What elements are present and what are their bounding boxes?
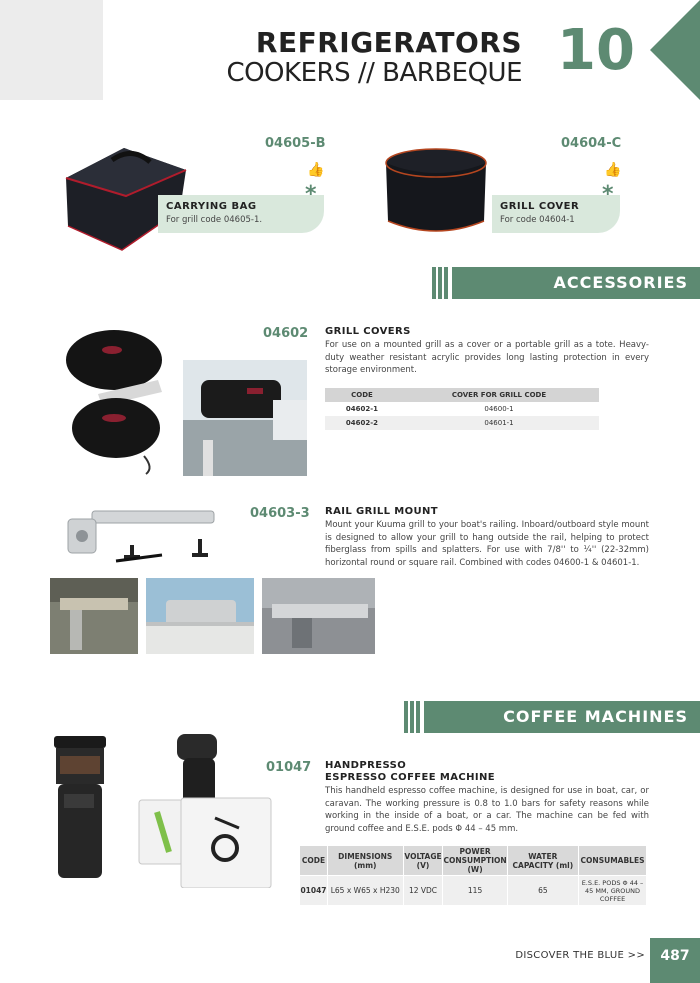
section-stripes	[432, 267, 450, 299]
table-header: DIMENSIONS (mm)	[327, 846, 403, 876]
thumbs-up-icon: 👍	[604, 162, 622, 178]
table-cell: 65	[507, 876, 578, 906]
table-cell: 04600-1	[484, 405, 514, 413]
table-header: CODE	[325, 388, 399, 402]
product-code-04602: 04602	[263, 326, 309, 341]
product-desc-grill-covers: For use on a mounted grill as a cover or a portable grill as a tote. Heavy-duty weather resistant acrylic provides long lasting protection in every storage environment.	[325, 340, 649, 375]
product-code-01047: 01047	[266, 760, 312, 775]
table-cell: 115	[443, 876, 507, 906]
product-title-rail-mount: RAIL GRILL MOUNT	[325, 506, 439, 517]
table-header: WATER CAPACITY (ml)	[507, 846, 578, 876]
grill-covers-image	[58, 318, 170, 476]
table-cell: 04602-2	[325, 416, 399, 430]
product-desc-rail-mount: Mount your Kuuma grill to your boat's railing. Inboard/outboard style mount is designed to allow your grill to hang outside the rail, helping to protect fiberglass from spills and splatters. For use with 7/8'' to ¼'' (22-32mm) horizontal round or square rail. Combined with codes 04600-1 & 04601-1.	[325, 520, 649, 568]
table-header: COVER FOR GRILL CODE	[399, 388, 599, 402]
page-title: REFRIGERATORS	[255, 26, 522, 59]
product-code-04604-c: 04604-C	[561, 136, 622, 151]
handpresso-kit-image	[135, 728, 275, 888]
handpresso-machine-image	[48, 730, 118, 885]
product-title-grill-covers: GRILL COVERS	[325, 326, 411, 337]
chapter-number: 10	[557, 18, 635, 83]
grill-on-boat-photo	[183, 360, 307, 476]
thumbs-up-icon: 👍	[307, 162, 325, 178]
carrying-bag-tag	[158, 195, 324, 233]
product-code-04603-3: 04603-3	[250, 506, 310, 521]
table-header: CONSUMABLES	[579, 846, 647, 876]
product-name: CARRYING BAG	[166, 201, 257, 212]
rail-mount-photo-1	[50, 578, 138, 654]
table-row	[300, 876, 647, 906]
table-cell: 04602-1	[345, 405, 379, 413]
table-header: POWER CONSUMPTION (W)	[443, 847, 507, 874]
table-cell: L65 x W65 x H230	[327, 876, 403, 906]
rail-photo-art-2	[146, 578, 254, 654]
rail-photo-art-1	[50, 578, 138, 654]
boat-photo-art	[183, 360, 307, 476]
rail-mount-photo-3	[262, 578, 375, 654]
product-name: GRILL COVER	[500, 201, 580, 212]
product-code-04605-b: 04605-B	[265, 136, 326, 151]
table-cell: 01047	[300, 876, 328, 906]
table-header: VOLTAGE (V)	[403, 846, 443, 876]
section-title-coffee-machines: COFFEE MACHINES	[424, 701, 700, 733]
footer-tagline: DISCOVER THE BLUE >>	[515, 950, 645, 961]
product-desc-handpresso: This handheld espresso coffee machine, is designed for use in boat, car, or caravan. The working pressure is 0.8 to 1.0 bars for safety reasons while working in the inside of a boat, or a car. The machine can be fed with ground coffee and E.S.E. pods Φ 44 – 45 mm.	[325, 786, 649, 834]
page-number: 487	[650, 938, 700, 983]
rail-mount-photo-2	[146, 578, 254, 654]
chapter-arrow-icon	[650, 0, 700, 100]
grill-covers-table	[325, 388, 599, 430]
product-title-handpresso: HANDPRESSO	[325, 760, 407, 771]
grill-cover-tag	[492, 195, 620, 233]
product-subtitle-espresso: ESPRESSO COFFEE MACHINE	[325, 772, 495, 783]
handpresso-specs-table	[299, 845, 647, 906]
section-title-accessories: ACCESSORIES	[452, 267, 700, 299]
table-cell: 12 VDC	[403, 876, 443, 906]
product-desc: For grill code 04605-1.	[166, 215, 263, 225]
table-header: CODE	[300, 846, 328, 876]
header-corner-block	[0, 0, 103, 100]
table-row	[325, 402, 599, 416]
table-cell: E.S.E. PODS Φ 44 – 45 MM, GROUND COFFEE	[579, 876, 647, 906]
product-desc: For code 04604-1	[500, 215, 575, 225]
table-row	[325, 416, 599, 430]
grill-cover-image	[382, 143, 490, 238]
rail-mount-image	[62, 505, 218, 567]
table-cell: 04601-1	[399, 416, 599, 430]
rail-photo-art-3	[262, 578, 375, 654]
page-subtitle: COOKERS // BARBEQUE	[226, 58, 522, 88]
section-stripes	[404, 701, 422, 733]
